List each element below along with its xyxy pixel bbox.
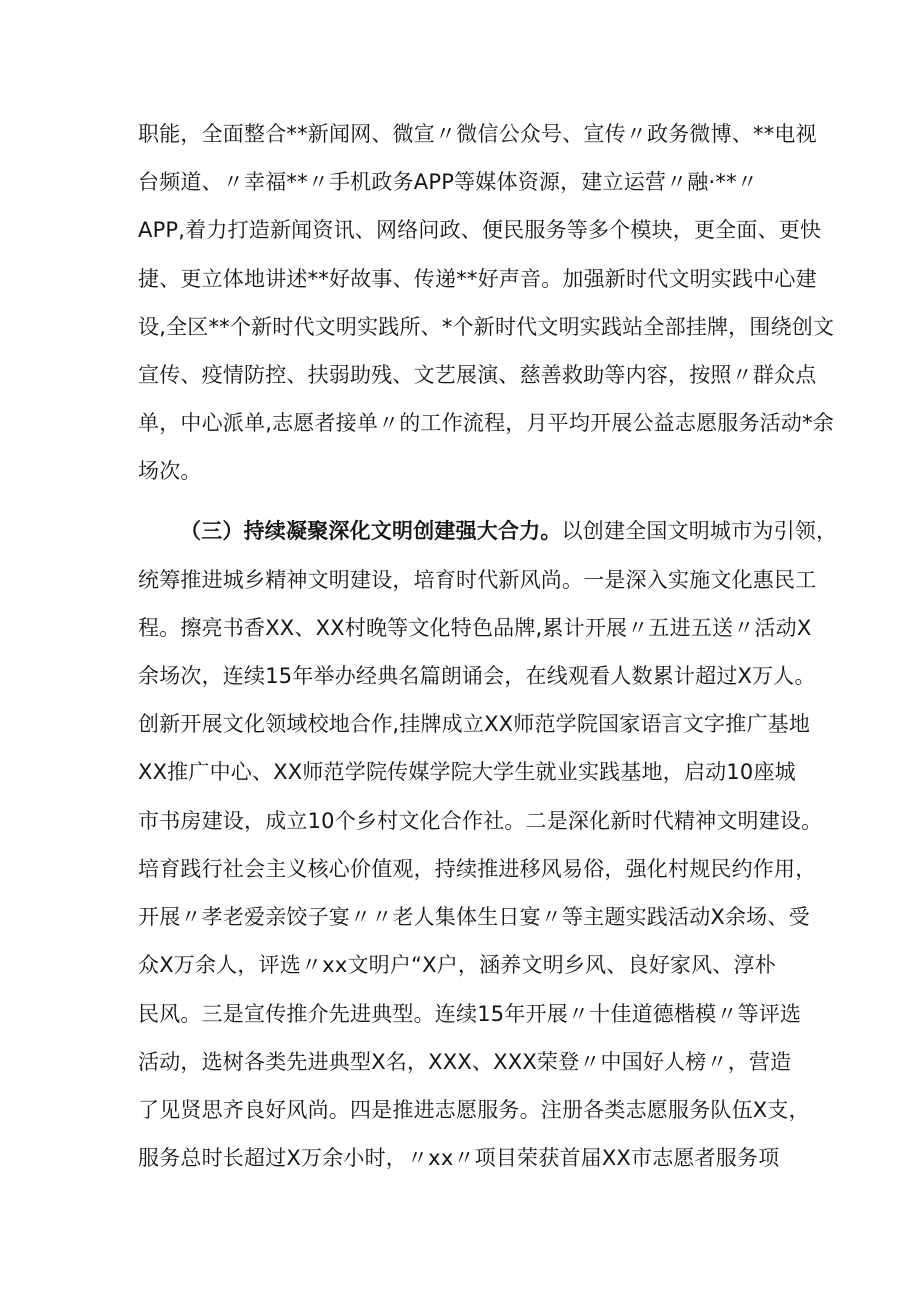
- text-line: 单，中心派单,志愿者接单〃的工作流程，月平均开展公益志愿服务活动*余: [138, 411, 834, 435]
- text-line: 服务总时长超过X万余小时，〃xx〃项目荣获首届XX市志愿者服务项: [138, 1146, 780, 1170]
- text-line: 捷、更立体地讲述**好故事、传递**好声音。加强新时代文明实践中心建: [138, 267, 817, 291]
- text-line: 台频道、〃幸福**〃手机政务APP等媒体资源，建立运营〃融·**〃: [138, 170, 758, 194]
- text-line: 培育践行社会主义核心价值观，持续推进移风易俗，强化村规民约作用，: [138, 857, 817, 881]
- heading-continuation: 以创建全国文明城市为引领，: [561, 519, 838, 543]
- text-line: XX推广中心、XX师范学院传媒学院大学生就业实践基地，启动10座城: [138, 760, 796, 784]
- text-line: 了见贤思齐良好风尚。四是推进志愿服务。注册各类志愿服务队伍X支，: [138, 1098, 810, 1122]
- text-line: 市书房建设，成立10个乡村文化合作社。二是深化新时代精神文明建设。: [138, 809, 823, 833]
- text-line: 余场次，连续15年举办经典名篇朗诵会，在线观看人数累计超过X万人。: [138, 664, 816, 688]
- text-line: 宣传、疫情防控、扶弱助残、文艺展演、慈善救助等内容，按照〃群众点: [138, 363, 817, 387]
- text-line: 众X万余人，评选〃xx文明户“X户，涵养文明乡风、良好家风、淳朴: [138, 953, 776, 977]
- text-line: 场次。: [138, 459, 202, 483]
- text-line: 设,全区**个新时代文明实践所、*个新时代文明实践站全部挂牌，围绕创文: [138, 315, 835, 339]
- text-line: [180, 514, 838, 548]
- text-line: 职能，全面整合**新闻网、微宣〃微信公众号、宣传〃政务微博、**电视: [138, 122, 817, 146]
- text-line: 民风。三是宣传推介先进典型。连续15年开展〃十佳道德楷模〃等评选: [138, 1002, 802, 1026]
- text-line: 程。擦亮书香XX、XX村晚等文化特色品牌,累计开展〃五进五送〃活动X: [138, 616, 812, 640]
- section-heading: （三）持续凝聚深化文明创建强大合力。: [180, 519, 562, 543]
- text-line: 活动，选树各类先进典型X名，XXX、XXX荣登〃中国好人榜〃，营造: [138, 1050, 792, 1074]
- text-line: 创新开展文化领域校地合作,挂牌成立XX师范学院国家语言文字推广基地: [138, 712, 811, 736]
- text-line: APP,着力打造新闻资讯、网络问政、便民服务等多个模块，更全面、更快: [138, 218, 822, 242]
- text-line: 统筹推进城乡精神文明建设，培育时代新风尚。一是深入实施文化惠民工: [138, 568, 817, 592]
- text-line: 开展〃孝老爱亲饺子宴〃〃老人集体生日宴〃等主题实践活动X余场、受: [138, 905, 810, 929]
